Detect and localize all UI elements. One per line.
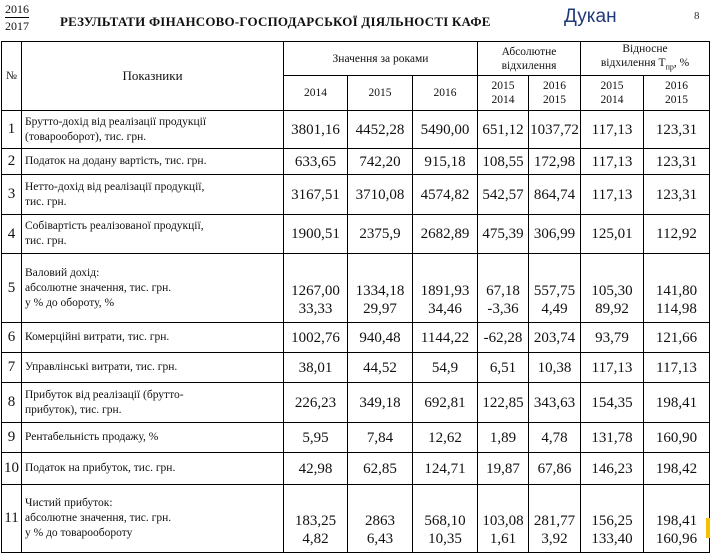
results-table	[1, 41, 710, 553]
value-line: 3,92	[541, 531, 568, 547]
value-cell	[644, 453, 710, 485]
value-line: 2863	[365, 513, 395, 529]
value-cell	[413, 423, 478, 453]
value-line: 183,25	[294, 513, 337, 529]
indicator-name-line: Чистий прибуток:	[25, 497, 113, 509]
year-divider	[5, 17, 29, 18]
year-top: 2016	[5, 2, 29, 16]
value-cell	[478, 149, 529, 175]
value-cell	[348, 423, 413, 453]
value-line: 34,46	[428, 301, 462, 317]
value-line: 7,84	[366, 429, 394, 446]
value-line: 117,13	[591, 359, 633, 376]
table-row	[2, 254, 710, 323]
value-line: 117,13	[656, 359, 697, 376]
value-cell	[413, 215, 478, 254]
value-line: 3167,51	[291, 186, 340, 203]
table-row	[2, 149, 710, 175]
value-cell	[413, 175, 478, 215]
year-2015-header: 2015	[348, 76, 413, 111]
value-line: 1891,93	[420, 283, 470, 299]
value-line: 198,41	[655, 513, 698, 529]
value-line: 4574,82	[420, 186, 470, 203]
rel-header-line1: Відносне	[622, 43, 668, 56]
value-line: -62,28	[483, 329, 523, 346]
value-cell	[478, 353, 529, 383]
value-line: 12,62	[428, 429, 462, 446]
value-cell	[478, 453, 529, 485]
value-line: 89,92	[595, 301, 629, 317]
value-line: 1267,00	[291, 283, 340, 299]
value-cell	[284, 175, 348, 215]
value-line: 2682,89	[420, 226, 470, 242]
value-cell	[348, 383, 413, 423]
row-number: 8	[2, 383, 22, 423]
value-cell	[581, 423, 644, 453]
row-number: 11	[2, 485, 22, 553]
col-rel-header	[581, 42, 710, 76]
value-line: 3801,16	[291, 121, 340, 138]
indicator-name-line: у % до товарообороту	[25, 527, 133, 539]
indicator-name	[22, 175, 284, 215]
table-row	[2, 175, 710, 215]
value-cell	[478, 485, 529, 553]
abs-col-1-bottom: 2014	[491, 94, 515, 106]
row-number: 10	[2, 453, 22, 485]
value-cell	[348, 453, 413, 485]
rel-col-2-top: 2016	[665, 80, 689, 92]
value-line: 62,85	[363, 460, 397, 477]
abs-col-2-header	[529, 76, 581, 111]
table-row	[2, 215, 710, 254]
indicator-name	[22, 254, 284, 323]
value-line: 117,13	[591, 153, 633, 170]
year-2014-header: 2014	[284, 76, 348, 111]
indicator-name-line: Податок на прибуток, тис. грн.	[25, 462, 176, 474]
value-cell	[581, 254, 644, 323]
col-years-header: Значення за роками	[284, 42, 478, 76]
value-cell	[529, 453, 581, 485]
row-number: 9	[2, 423, 22, 453]
value-line: 125,01	[591, 226, 633, 242]
value-line: 1144,22	[420, 329, 470, 346]
value-line: 103,08	[482, 513, 524, 529]
value-line: 864,74	[533, 186, 576, 203]
value-cell	[348, 111, 413, 149]
value-cell	[581, 111, 644, 149]
value-line: 112,92	[656, 226, 697, 242]
value-line: 1900,51	[291, 226, 340, 242]
value-line: 542,57	[482, 186, 524, 203]
value-line: 6,51	[489, 359, 517, 376]
value-cell	[284, 485, 348, 553]
rel-header-sub: пр	[665, 62, 674, 72]
indicator-name	[22, 323, 284, 353]
value-line: 915,18	[424, 153, 466, 170]
value-cell	[529, 175, 581, 215]
value-cell	[644, 485, 710, 553]
value-cell	[529, 149, 581, 175]
row-number: 4	[2, 215, 22, 254]
value-cell	[478, 175, 529, 215]
value-line: 475,39	[482, 226, 524, 242]
indicator-name	[22, 453, 284, 485]
indicator-name-line: Рентабельність продажу, %	[25, 431, 159, 443]
value-line: 114,98	[656, 301, 697, 317]
value-line: 5490,00	[420, 121, 470, 138]
col-indicator-header: Показники	[22, 42, 284, 111]
row-number: 5	[2, 254, 22, 323]
value-cell	[529, 215, 581, 254]
value-line: 651,12	[482, 121, 524, 138]
indicator-name-line: Прибуток від реалізації (брутто-	[25, 388, 184, 401]
value-line: 160,90	[655, 429, 698, 446]
value-cell	[529, 353, 581, 383]
value-cell	[529, 111, 581, 149]
value-cell	[529, 485, 581, 553]
value-cell	[581, 383, 644, 423]
value-line: 123,31	[655, 153, 698, 170]
indicator-name-line: Податок на додану вартість, тис. грн.	[25, 155, 207, 167]
value-line: 2375,9	[359, 226, 401, 242]
value-line: 10,38	[537, 359, 572, 376]
value-line: 108,55	[482, 153, 524, 170]
indicator-name-line: (товарооборот), тис. грн.	[25, 130, 147, 143]
indicator-name	[22, 423, 284, 453]
indicator-name	[22, 149, 284, 175]
rel-col-2-header	[644, 76, 710, 111]
value-line: 131,78	[591, 429, 633, 446]
value-cell	[581, 323, 644, 353]
value-line: 123,31	[655, 186, 698, 203]
value-cell	[644, 175, 710, 215]
indicator-name-line: абсолютне значення, тис. грн.	[25, 281, 172, 294]
table-row	[2, 353, 710, 383]
value-cell	[529, 254, 581, 323]
value-line: 557,75	[533, 283, 576, 299]
value-cell	[644, 423, 710, 453]
value-cell	[644, 215, 710, 254]
value-line: 343,63	[533, 394, 576, 411]
row-number: 2	[2, 149, 22, 175]
value-line: 3710,08	[355, 186, 405, 203]
indicator-name-line: Брутто-дохід від реалізації продукції	[25, 115, 207, 128]
value-cell	[348, 175, 413, 215]
indicator-name	[22, 111, 284, 149]
value-cell	[644, 149, 710, 175]
value-line: 172,98	[533, 153, 576, 170]
value-cell	[581, 353, 644, 383]
value-line: 4,49	[541, 301, 568, 317]
value-line: 146,23	[591, 460, 633, 477]
value-cell	[644, 323, 710, 353]
value-line: 1334,18	[355, 283, 405, 299]
value-line: 349,18	[359, 394, 401, 411]
value-line: 10,35	[428, 531, 462, 547]
value-cell	[348, 254, 413, 323]
value-cell	[348, 149, 413, 175]
value-line: 124,71	[424, 460, 466, 477]
page-number: 8	[694, 10, 700, 22]
rel-col-1-header	[581, 76, 644, 111]
value-line: 940,48	[359, 329, 401, 346]
abs-header-line1: Абсолютне	[501, 45, 557, 58]
value-cell	[529, 383, 581, 423]
indicator-name	[22, 383, 284, 423]
value-line: 5,95	[302, 429, 329, 446]
value-line: 568,10	[424, 513, 466, 529]
value-cell	[478, 215, 529, 254]
value-line: 6,43	[366, 531, 394, 547]
value-cell	[284, 383, 348, 423]
indicator-name-line: Комерційні витрати, тис. грн.	[25, 331, 170, 343]
value-cell	[348, 215, 413, 254]
value-cell	[284, 353, 348, 383]
value-line: 122,85	[482, 394, 524, 411]
value-cell	[644, 353, 710, 383]
row-number: 3	[2, 175, 22, 215]
value-cell	[284, 453, 348, 485]
rel-col-1-top: 2015	[600, 80, 624, 92]
value-cell	[529, 423, 581, 453]
value-cell	[284, 423, 348, 453]
rel-col-1-bottom: 2014	[600, 94, 624, 106]
value-line: 54,9	[431, 359, 459, 376]
value-cell	[478, 323, 529, 353]
value-line: 141,80	[655, 283, 698, 299]
value-line: 160,96	[655, 531, 698, 547]
abs-col-1-header	[478, 76, 529, 111]
abs-col-2-bottom: 2015	[543, 94, 566, 106]
value-cell	[581, 453, 644, 485]
value-cell	[413, 149, 478, 175]
value-line: 105,30	[591, 283, 633, 299]
accent-bar	[706, 518, 710, 538]
value-line: 1002,76	[291, 329, 340, 346]
value-cell	[413, 254, 478, 323]
value-line: 156,25	[591, 513, 633, 529]
value-cell	[284, 149, 348, 175]
value-line: 4,82	[302, 531, 329, 547]
value-line: 1037,72	[530, 121, 579, 138]
row-number: 1	[2, 111, 22, 149]
value-cell	[529, 323, 581, 353]
value-cell	[284, 323, 348, 353]
value-cell	[413, 111, 478, 149]
value-cell	[348, 485, 413, 553]
value-line: 203,74	[533, 329, 576, 346]
table-row	[2, 485, 710, 553]
indicator-name-line: Управлінські витрати, тис. грн.	[25, 361, 178, 373]
value-cell	[413, 353, 478, 383]
abs-col-2-top: 2016	[543, 80, 566, 92]
value-cell	[413, 485, 478, 553]
row-number: 7	[2, 353, 22, 383]
value-line: 93,79	[595, 329, 629, 346]
value-line: 1,61	[489, 531, 517, 547]
value-cell	[581, 175, 644, 215]
col-abs-header	[478, 42, 581, 76]
year-2016-header: 2016	[413, 76, 478, 111]
value-line: 281,77	[533, 513, 576, 529]
col-number-header: №	[2, 42, 22, 111]
value-line: 67,18	[486, 283, 520, 299]
rel-col-2-bottom: 2015	[665, 94, 689, 106]
value-line: 1,89	[489, 429, 517, 446]
value-line: 33,33	[298, 301, 333, 317]
value-cell	[413, 383, 478, 423]
year-bottom: 2017	[5, 19, 29, 33]
value-line: 154,35	[591, 394, 633, 411]
value-line: 117,13	[591, 121, 633, 138]
page-title: РЕЗУЛЬТАТИ ФІНАНСОВО-ГОСПОДАРСЬКОЇ ДІЯЛЬНОСТІ КАФЕ	[60, 14, 491, 29]
table-row	[2, 453, 710, 485]
abs-header-line2: відхилення	[501, 59, 557, 72]
value-cell	[413, 323, 478, 353]
indicator-name-line: Нетто-дохід від реалізації продукції,	[25, 180, 205, 193]
value-line: 692,81	[424, 394, 466, 411]
value-cell	[644, 254, 710, 323]
indicator-name	[22, 485, 284, 553]
value-cell	[644, 383, 710, 423]
table-row	[2, 323, 710, 353]
value-line: 42,98	[298, 460, 333, 477]
table-body	[2, 111, 710, 553]
indicator-name-line: прибуток), тис. грн.	[25, 403, 122, 416]
value-line: 123,31	[655, 121, 698, 138]
rel-header-text: відхилення Т	[600, 57, 666, 70]
value-line: 633,65	[294, 153, 337, 170]
table-row	[2, 423, 710, 453]
value-cell	[478, 383, 529, 423]
value-cell	[284, 111, 348, 149]
years-corner	[5, 3, 29, 32]
value-line: 29,97	[363, 301, 397, 317]
indicator-name-line: Собівартість реалізованої продукції,	[25, 220, 204, 232]
indicator-name-line: Валовий дохід:	[25, 266, 100, 279]
abs-col-1-top: 2015	[491, 80, 515, 92]
value-line: 4452,28	[355, 121, 405, 138]
value-cell	[348, 323, 413, 353]
value-line: 44,52	[363, 359, 397, 376]
value-line: 67,86	[537, 460, 572, 477]
indicator-name-line: абсолютне значення, тис. грн.	[25, 512, 172, 524]
value-line: 198,42	[655, 460, 698, 477]
value-line: 121,66	[655, 329, 698, 346]
value-line: 198,41	[655, 394, 698, 411]
value-cell	[284, 215, 348, 254]
value-cell	[284, 254, 348, 323]
indicator-name-line: тис. грн.	[25, 235, 67, 247]
indicator-name	[22, 215, 284, 254]
value-cell	[581, 149, 644, 175]
value-cell	[581, 215, 644, 254]
value-line: 133,40	[591, 531, 633, 547]
value-cell	[478, 254, 529, 323]
value-line: 19,87	[486, 460, 520, 477]
row-number: 6	[2, 323, 22, 353]
value-cell	[478, 111, 529, 149]
indicator-name-line: у % до обороту, %	[25, 296, 115, 309]
table-row	[2, 111, 710, 149]
value-cell	[413, 453, 478, 485]
indicator-name-line: тис. грн.	[25, 195, 67, 208]
value-line: 306,99	[533, 226, 576, 242]
value-line: 38,01	[298, 359, 333, 376]
brand-label: Дукан	[564, 6, 617, 27]
value-cell	[581, 485, 644, 553]
value-cell	[478, 423, 529, 453]
rel-header-end: , %	[673, 57, 690, 70]
table-row	[2, 383, 710, 423]
rel-header-line2	[582, 56, 708, 74]
value-line: 226,23	[294, 394, 337, 411]
value-line: 742,20	[359, 153, 401, 170]
value-line: 4,78	[541, 429, 568, 446]
value-cell	[644, 111, 710, 149]
value-line: 117,13	[591, 186, 633, 203]
value-line: -3,36	[487, 301, 519, 317]
indicator-name	[22, 353, 284, 383]
value-cell	[348, 353, 413, 383]
